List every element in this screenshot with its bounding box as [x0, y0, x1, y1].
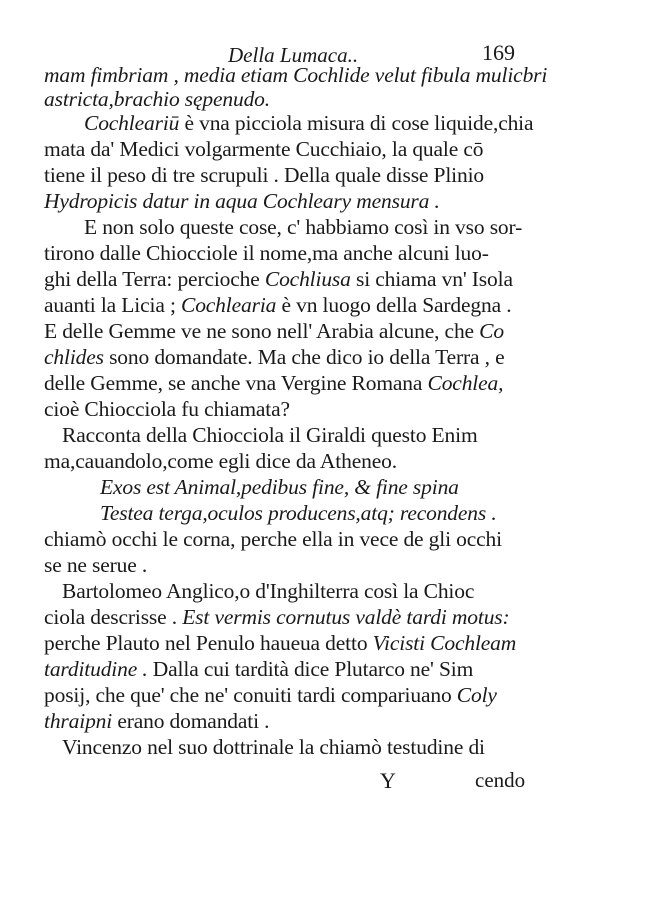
line-text: si chiama vn' Isola	[350, 267, 513, 291]
line-text: è vna picciola misura di cose liquide,chia	[179, 111, 534, 135]
line-text: chiamò occhi le corna, perche ella in vece de gli occhi	[44, 527, 502, 551]
text-line	[44, 86, 270, 112]
line-text: perche Plauto nel Penulo haueua detto	[44, 631, 373, 655]
italic-term: Coly	[456, 683, 497, 707]
line-text: Vincenzo nel suo dottrinale la chiamò testudine di	[62, 735, 485, 759]
running-head: Della Lumaca..	[228, 43, 359, 67]
line-text: posij, che que' che ne' conuiti tardi compariuano	[44, 683, 457, 707]
verse-line	[100, 500, 497, 526]
line-text: ghi della Terra: percioche	[44, 267, 265, 291]
verse-line	[100, 474, 459, 500]
line-text: se ne serue .	[44, 553, 148, 577]
line-text: Racconta della Chiocciola il Giraldi questo Enim	[62, 423, 478, 447]
text-line	[44, 552, 147, 578]
italic-term: Cochliusa	[264, 267, 351, 291]
text-line	[44, 188, 440, 214]
line-text: sono domandate. Ma che dico io della Terra , e	[103, 345, 505, 369]
text-line	[44, 630, 516, 656]
text-line	[84, 110, 533, 136]
line-text: tirono dalle Chiocciole il nome,ma anche alcuni luo-	[44, 241, 489, 265]
italic-term: Co	[479, 319, 504, 343]
line-text: ma,cauandolo,come egli dice da Atheneo.	[44, 449, 397, 473]
italic-term: Cochlearia	[181, 293, 277, 317]
line-text: Exos est Animal,pedibus fine, & fine spina	[100, 475, 459, 499]
line-text: tiene il peso di tre scrupuli . Della quale disse Plinio	[44, 163, 485, 187]
italic-term: Cochleariū	[84, 111, 180, 135]
text-line	[44, 240, 489, 266]
line-text: delle Gemme, se anche vna Vergine Romana	[44, 371, 428, 395]
text-line	[44, 318, 504, 344]
text-line	[44, 448, 397, 474]
text-line	[44, 396, 290, 422]
italic-term: thraipni	[44, 709, 113, 733]
line-text: Dalla cui tardità dice Plutarco ne' Sim	[147, 657, 474, 681]
text-line	[44, 62, 547, 88]
italic-term: Vicisti Cochleam	[372, 631, 517, 655]
text-line	[44, 708, 269, 734]
line-text: Hydropicis datur in aqua Cochleary mensura .	[44, 189, 440, 213]
line-text: cioè Chiocciola fu chiamata?	[44, 397, 290, 421]
text-line	[44, 344, 504, 370]
catchword: cendo	[475, 768, 526, 792]
text-line	[44, 682, 497, 708]
text-line	[62, 422, 478, 448]
italic-term: Est vermis cornutus valdè tardi motus:	[182, 605, 510, 629]
text-line	[44, 136, 483, 162]
italic-term: tarditudine .	[44, 657, 148, 681]
line-text: Testea terga,oculos producens,atq; recondens .	[100, 501, 497, 525]
line-text: mam fimbriam , media etiam Cochlide velut fibula mulicbri	[44, 63, 548, 87]
signature-mark: Y	[380, 768, 396, 793]
text-line	[44, 292, 511, 318]
italic-term: Cochlea,	[427, 371, 504, 395]
line-text: E delle Gemme ve ne sono nell' Arabia alcune, che	[44, 319, 480, 343]
text-line	[44, 162, 484, 188]
text-line	[44, 266, 513, 292]
text-line	[44, 604, 510, 630]
line-text: è vn luogo della Sardegna .	[276, 293, 512, 317]
line-text: mata da' Medici volgarmente Cucchiaio, la quale cō	[44, 137, 484, 161]
text-line	[62, 578, 474, 604]
line-text: Bartolomeo Anglico,o d'Inghilterra così la Chioc	[62, 579, 475, 603]
line-text: erano domandati .	[112, 709, 270, 733]
text-line	[62, 734, 485, 760]
italic-term: chlides	[44, 345, 104, 369]
text-line	[44, 656, 473, 682]
line-text: auanti la Licia ;	[44, 293, 181, 317]
page-number: 169	[482, 40, 515, 65]
line-text: E non solo queste cose, c' habbiamo così in vso sor-	[84, 215, 523, 239]
line-text: ciola descrisse .	[44, 605, 183, 629]
text-line	[44, 526, 502, 552]
line-text: astricta,brachio sępenudo.	[44, 87, 271, 111]
text-line	[84, 214, 522, 240]
text-line	[44, 370, 503, 396]
